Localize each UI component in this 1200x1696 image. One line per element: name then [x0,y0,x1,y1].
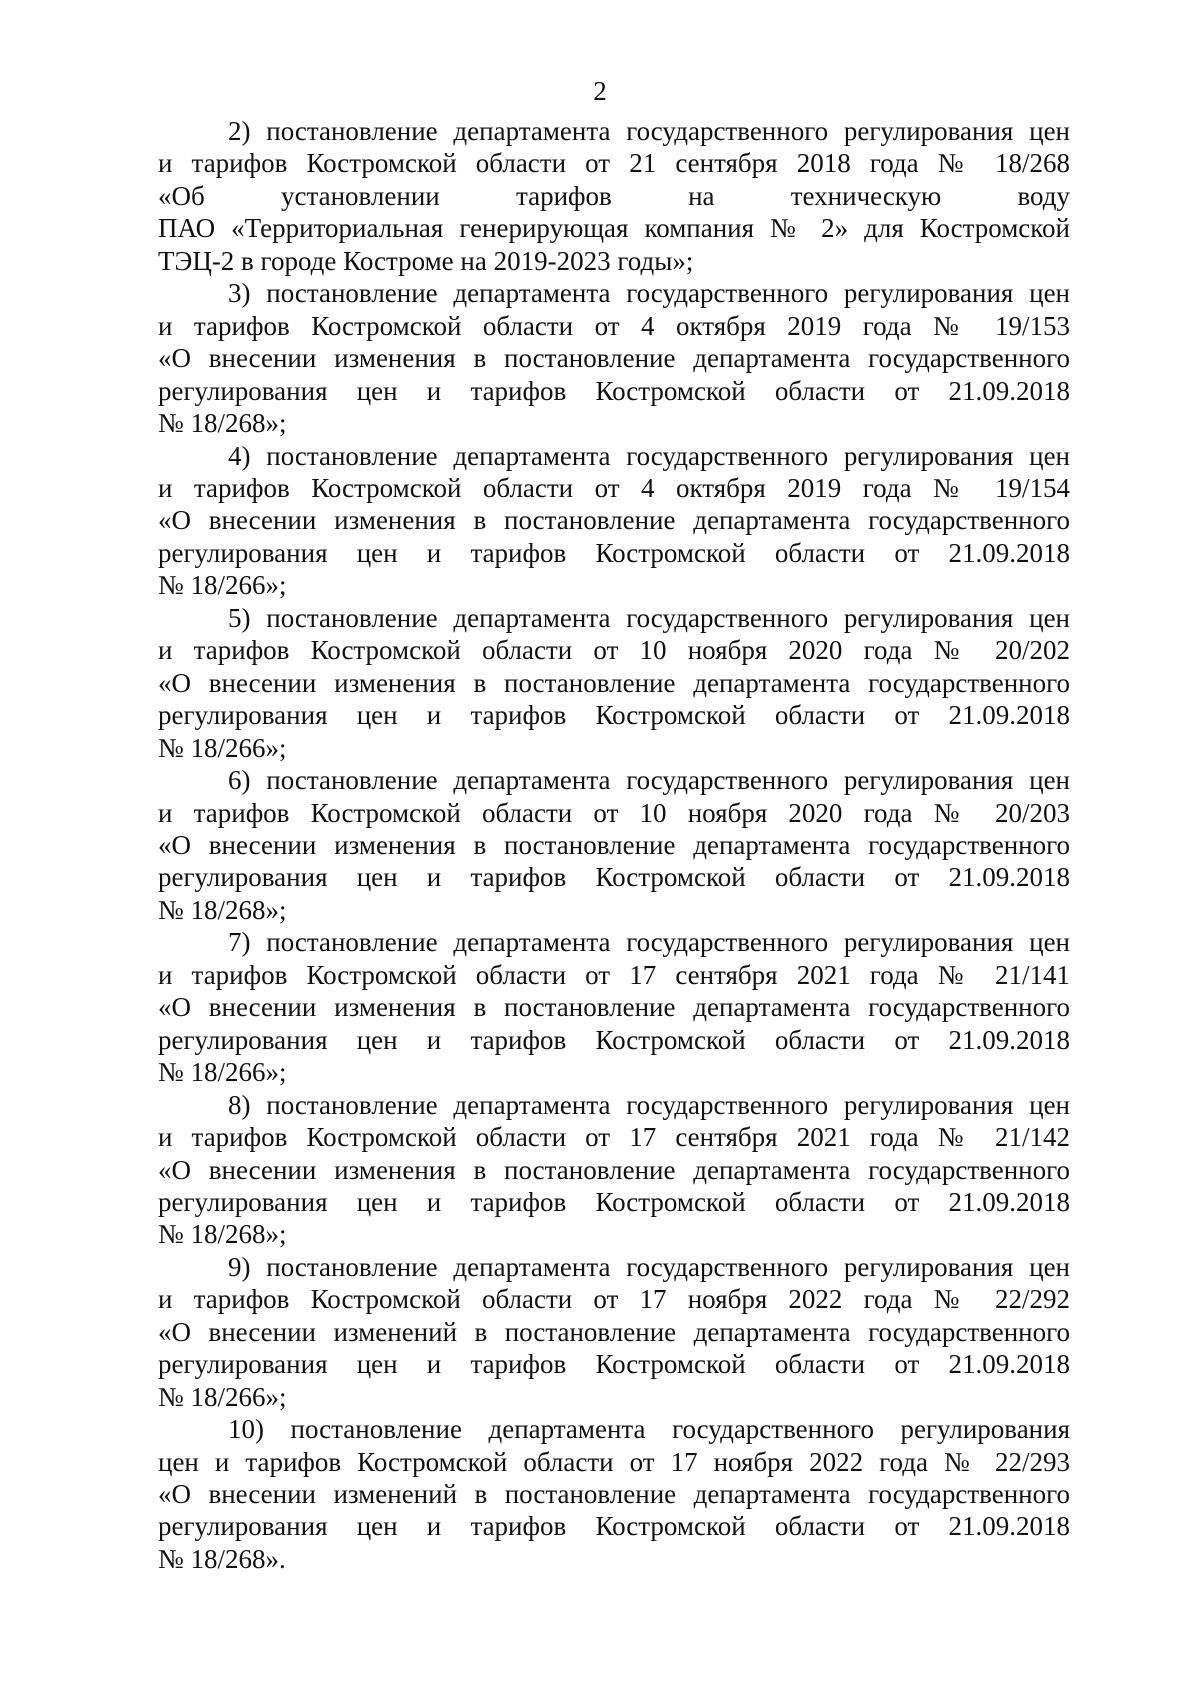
item-line: и тарифов Костромской области от 4 октября 2019 года № 19/154 [158,472,1070,503]
item-line: регулирования цен и тарифов Костромской области от 21.09.2018 [158,1024,1070,1055]
item-line: и тарифов Костромской области от 17 сентября 2021 года № 21/142 [158,1122,1070,1153]
item-first-line: 2) постановление департамента государственного регулирования цен [228,116,1070,146]
item-first-line: 10) постановление департамента государственного регулирования [228,1414,1070,1445]
item-line: «О внесении изменений в постановление департамента государственного [158,1316,1070,1347]
item-line: регулирования цен и тарифов Костромской области от 21.09.2018 [158,1349,1070,1380]
item-line: и тарифов Костромской области от 21 сентября 2018 года № 18/268 [158,148,1070,179]
item-line: № 18/268»; [158,408,287,439]
item-first-line: 8) постановление департамента государственного регулирования цен [228,1089,1070,1120]
item-line: и тарифов Костромской области от 17 сентября 2021 года № 21/141 [158,959,1070,990]
item-line: «Об установлении тарифов на техническую воду [158,180,1070,211]
item-first-line: 9) постановление департамента государственного регулирования цен [228,1251,1070,1282]
item-line: и тарифов Костромской области от 17 ноября 2022 года № 22/292 [158,1284,1070,1315]
item-line: № 18/268»; [158,1219,287,1250]
item-line: регулирования цен и тарифов Костромской области от 21.09.2018 [158,1511,1070,1542]
item-line: № 18/266»; [158,570,287,601]
item-line: и тарифов Костромской области от 4 октября 2019 года № 19/153 [158,310,1070,341]
item-first-line: 6) постановление департамента государственного регулирования цен [228,765,1070,796]
item-line: № 18/268»; [158,894,287,925]
item-line: № 18/266»; [158,1381,287,1412]
item-first-line: 5) постановление департамента государственного регулирования цен [228,602,1070,633]
item-line: и тарифов Костромской области от 10 ноября 2020 года № 20/203 [158,797,1070,828]
list-item [158,440,1070,602]
item-line: регулирования цен и тарифов Костромской области от 21.09.2018 [158,537,1070,568]
list-item [158,764,1070,926]
item-line: регулирования цен и тарифов Костромской области от 21.09.2018 [158,1186,1070,1217]
item-line: «О внесении изменения в постановление департамента государственного [158,829,1070,860]
list-item [158,1251,1070,1413]
item-line: цен и тарифов Костромской области от 17 ноября 2022 года № 22/293 [158,1446,1070,1477]
item-line: регулирования цен и тарифов Костромской области от 21.09.2018 [158,862,1070,893]
item-first-line: 3) постановление департамента государственного регулирования цен [228,278,1070,309]
item-first-line: 4) постановление департамента государственного регулирования цен [228,440,1070,471]
list-item [158,1413,1070,1575]
item-line: «О внесении изменения в постановление департамента государственного [158,505,1070,536]
list-item [158,115,1070,277]
list-item [158,1089,1070,1251]
item-line: и тарифов Костромской области от 10 ноября 2020 года № 20/202 [158,635,1070,666]
list-item [158,277,1070,439]
item-line: ПАО «Территориальная генерирующая компания № 2» для Костромской [158,213,1070,244]
item-first-line: 7) постановление департамента государственного регулирования цен [228,927,1070,958]
item-line: «О внесении изменения в постановление департамента государственного [158,992,1070,1023]
document-body [158,115,1070,1575]
item-line: № 18/268». [158,1543,286,1574]
item-line: «О внесении изменения в постановление департамента государственного [158,1154,1070,1185]
item-line: «О внесении изменений в постановление департамента государственного [158,1479,1070,1510]
item-line: ТЭЦ-2 в городе Костроме на 2019-2023 годы»; [158,245,694,276]
item-line: № 18/266»; [158,1057,287,1088]
item-line: «О внесении изменения в постановление департамента государственного [158,667,1070,698]
item-line: регулирования цен и тарифов Костромской области от 21.09.2018 [158,700,1070,731]
page-number: 2 [593,76,607,106]
item-line: регулирования цен и тарифов Костромской области от 21.09.2018 [158,375,1070,406]
item-line: «О внесении изменения в постановление департамента государственного [158,343,1070,374]
list-item [158,602,1070,764]
list-item [158,926,1070,1088]
item-line: № 18/266»; [158,732,287,763]
